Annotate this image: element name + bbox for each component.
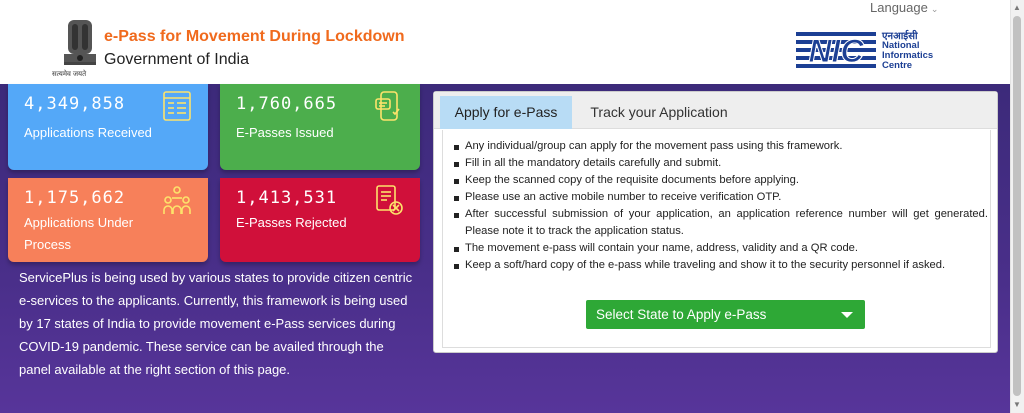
list-item: After successful submission of your application, an application reference number will get generated. Please note it to track the application status. (453, 206, 988, 240)
emblem-motto: सत्यमेव जयते (52, 71, 87, 78)
tab-bar (434, 92, 997, 129)
service-description: ServicePlus is being used by various states to provide citizen centric e-services to the applicants. Currently, this framework is being used by 17 states of India to provide movement e-Pass services during COVID-19 pandemic. These service can be availed through the panel available at the right section of this page. (19, 270, 413, 377)
rejected-document-icon (374, 184, 404, 216)
epass-panel (433, 91, 998, 353)
select-state-label: Select State to Apply e-Pass (596, 307, 767, 322)
stat-label: Applications Received (24, 125, 152, 140)
stat-label: E-Passes Issued (236, 125, 334, 140)
select-state-button[interactable] (586, 300, 865, 329)
tab-apply-for-epass[interactable]: Apply for e-Pass (440, 96, 572, 129)
nic-logo-icon (796, 30, 876, 70)
scrollbar-thumb[interactable] (1013, 16, 1021, 396)
svg-text:NIC: NIC (808, 33, 864, 69)
stat-card-under-process (8, 178, 208, 262)
tab-track-application[interactable]: Track your Application (590, 104, 728, 120)
stat-value: 1,413,531 (236, 188, 338, 208)
nic-logo (796, 28, 946, 72)
page-subtitle: Government of India (104, 51, 249, 68)
list-item: Fill in all the mandatory details carefully and submit. (453, 155, 988, 172)
list-item: Keep the scanned copy of the requisite documents before applying. (453, 172, 988, 189)
scroll-down-icon[interactable]: ▼ (1013, 400, 1021, 409)
header (0, 0, 1024, 84)
stat-value: 1,760,665 (236, 94, 338, 114)
mobile-pass-icon (374, 90, 404, 122)
page-title: e-Pass for Movement During Lockdown (104, 28, 405, 45)
nic-hindi: एनआईसी (882, 31, 918, 42)
chevron-down-icon: ⌄ (930, 4, 939, 14)
nic-line1: National (882, 40, 920, 51)
caret-down-icon (841, 312, 853, 318)
stat-label: Applications Under Process (24, 215, 134, 252)
stat-card-rejected (220, 178, 420, 262)
list-item: Please use an active mobile number to receive verification OTP. (453, 189, 988, 206)
nic-line2: Informatics (882, 50, 934, 61)
stat-card-received (8, 84, 208, 170)
language-selector[interactable] (870, 0, 938, 15)
tab-content (442, 130, 991, 348)
list-item: The movement e-pass will contain your name, address, validity and a QR code. (453, 240, 988, 257)
group-icon (162, 184, 192, 216)
stat-value: 1,175,662 (24, 188, 126, 208)
list-item: Any individual/group can apply for the movement pass using this framework. (453, 138, 988, 155)
stat-value: 4,349,858 (24, 94, 126, 114)
list-item: Keep a soft/hard copy of the e-pass while traveling and show it to the security personnel if asked. (453, 257, 988, 274)
stat-label: E-Passes Rejected (236, 215, 347, 230)
scroll-up-icon[interactable]: ▲ (1013, 3, 1021, 12)
instruction-list (453, 138, 988, 274)
form-icon (162, 90, 192, 122)
nic-line3: Centre (882, 60, 913, 71)
language-label: Language (870, 0, 928, 15)
stat-card-issued (220, 84, 420, 170)
